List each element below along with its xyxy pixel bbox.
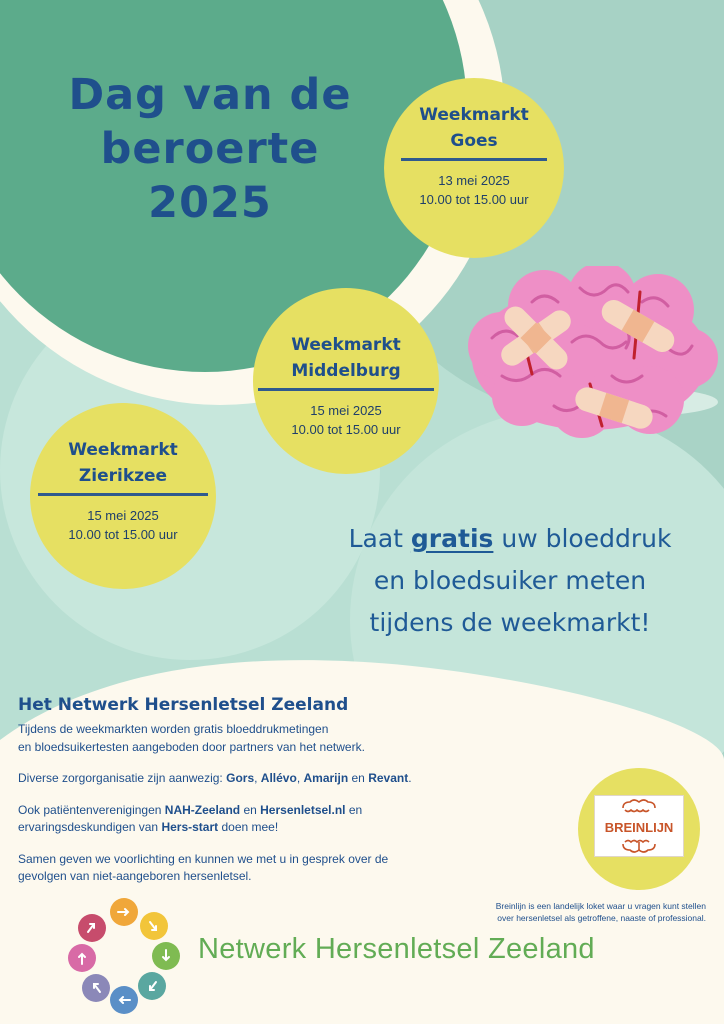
- org-name: Amarijn: [303, 771, 349, 785]
- breinlijn-note: [446, 900, 706, 924]
- org-name: Hers-start: [161, 820, 219, 834]
- market-name-line-2: Middelburg: [291, 361, 401, 381]
- divider: [258, 388, 434, 391]
- market-name-line-2: Zierikzee: [78, 466, 168, 486]
- text: ,: [254, 771, 261, 785]
- headline-text: Laat: [348, 524, 411, 553]
- headline-line-2: en bloedsuiker meten: [373, 566, 647, 595]
- market-badge-goes: [384, 78, 564, 258]
- text: en: [345, 802, 363, 817]
- market-details: [384, 171, 564, 209]
- text: ervaringsdeskundigen van: [18, 820, 162, 834]
- divider: [401, 158, 547, 161]
- paragraph-organisations: [18, 770, 458, 788]
- bandaged-brain-illustration: [462, 266, 718, 444]
- footer-brand-name: Netwerk Hersenletsel Zeeland: [198, 933, 595, 965]
- divider: [38, 493, 208, 496]
- paragraph-associations: [18, 802, 458, 837]
- breinlijn-logo-text: BREINLIJN: [604, 820, 674, 835]
- market-name-line-1: Weekmarkt: [419, 105, 529, 125]
- text: en: [348, 771, 369, 785]
- market-name: [30, 437, 216, 489]
- market-date: 15 mei 2025: [310, 403, 382, 418]
- market-time: 10.00 tot 15.00 uur: [68, 527, 178, 542]
- text: .: [408, 771, 412, 785]
- call-to-action: [300, 518, 720, 644]
- headline-emphasis: gratis: [410, 524, 494, 553]
- text: doen mee!: [218, 820, 279, 834]
- text: en bloedsuikertesten aangeboden door partners van het netwerk.: [18, 739, 365, 754]
- text: Diverse zorgorganisatie zijn aanwezig:: [18, 771, 227, 785]
- note-line: over hersenletsel als getroffene, naaste of professional.: [497, 913, 706, 923]
- market-name-line-2: Goes: [450, 131, 498, 151]
- market-badge-middelburg: [253, 288, 439, 474]
- paragraph-intro: [18, 721, 458, 756]
- market-badge-zierikzee: [30, 403, 216, 589]
- title-line-1: Dag van de: [68, 70, 352, 120]
- headline-text: uw bloeddruk: [493, 524, 672, 553]
- text: Samen geven we voorlichting en kunnen we met u in gesprek over de: [18, 851, 389, 866]
- text: gevolgen van niet-aangeboren hersenletsel.: [18, 869, 252, 883]
- org-name: Allévo: [260, 771, 297, 785]
- network-logo-icon: [62, 896, 186, 1016]
- market-date: 15 mei 2025: [87, 508, 159, 523]
- org-name: Gors: [226, 771, 255, 785]
- org-name: Hersenletsel.nl: [260, 802, 346, 817]
- text: ,: [296, 771, 304, 785]
- text: en: [240, 802, 261, 817]
- paragraph-closing: [18, 851, 458, 886]
- headline-line-3: tijdens de weekmarkt!: [369, 608, 651, 637]
- note-line: Breinlijn is een landelijk loket waar u vragen kunt stellen: [495, 901, 706, 911]
- title-line-2: beroerte: [100, 124, 320, 174]
- network-heading: Het Netwerk Hersenletsel Zeeland: [18, 695, 349, 715]
- market-name: [384, 102, 564, 154]
- market-time: 10.00 tot 15.00 uur: [419, 192, 529, 207]
- market-details: [30, 506, 216, 544]
- poster-title: [10, 68, 410, 230]
- market-name-line-1: Weekmarkt: [291, 335, 401, 355]
- breinlijn-logo: [594, 795, 684, 857]
- market-date: 13 mei 2025: [438, 173, 510, 188]
- org-name: NAH-Zeeland: [164, 802, 241, 817]
- network-section: [18, 695, 458, 900]
- market-time: 10.00 tot 15.00 uur: [291, 422, 401, 437]
- org-name: Revant: [368, 771, 409, 785]
- brain-outline-icon: [595, 796, 683, 856]
- headline-line-1: [300, 518, 720, 560]
- text: Tijdens de weekmarkten worden gratis bloeddrukmetingen: [18, 722, 329, 736]
- market-details: [253, 401, 439, 439]
- title-line-3: 2025: [148, 178, 272, 228]
- market-name-line-1: Weekmarkt: [68, 440, 178, 460]
- text: Ook patiëntenverenigingen: [18, 802, 165, 817]
- market-name: [253, 332, 439, 384]
